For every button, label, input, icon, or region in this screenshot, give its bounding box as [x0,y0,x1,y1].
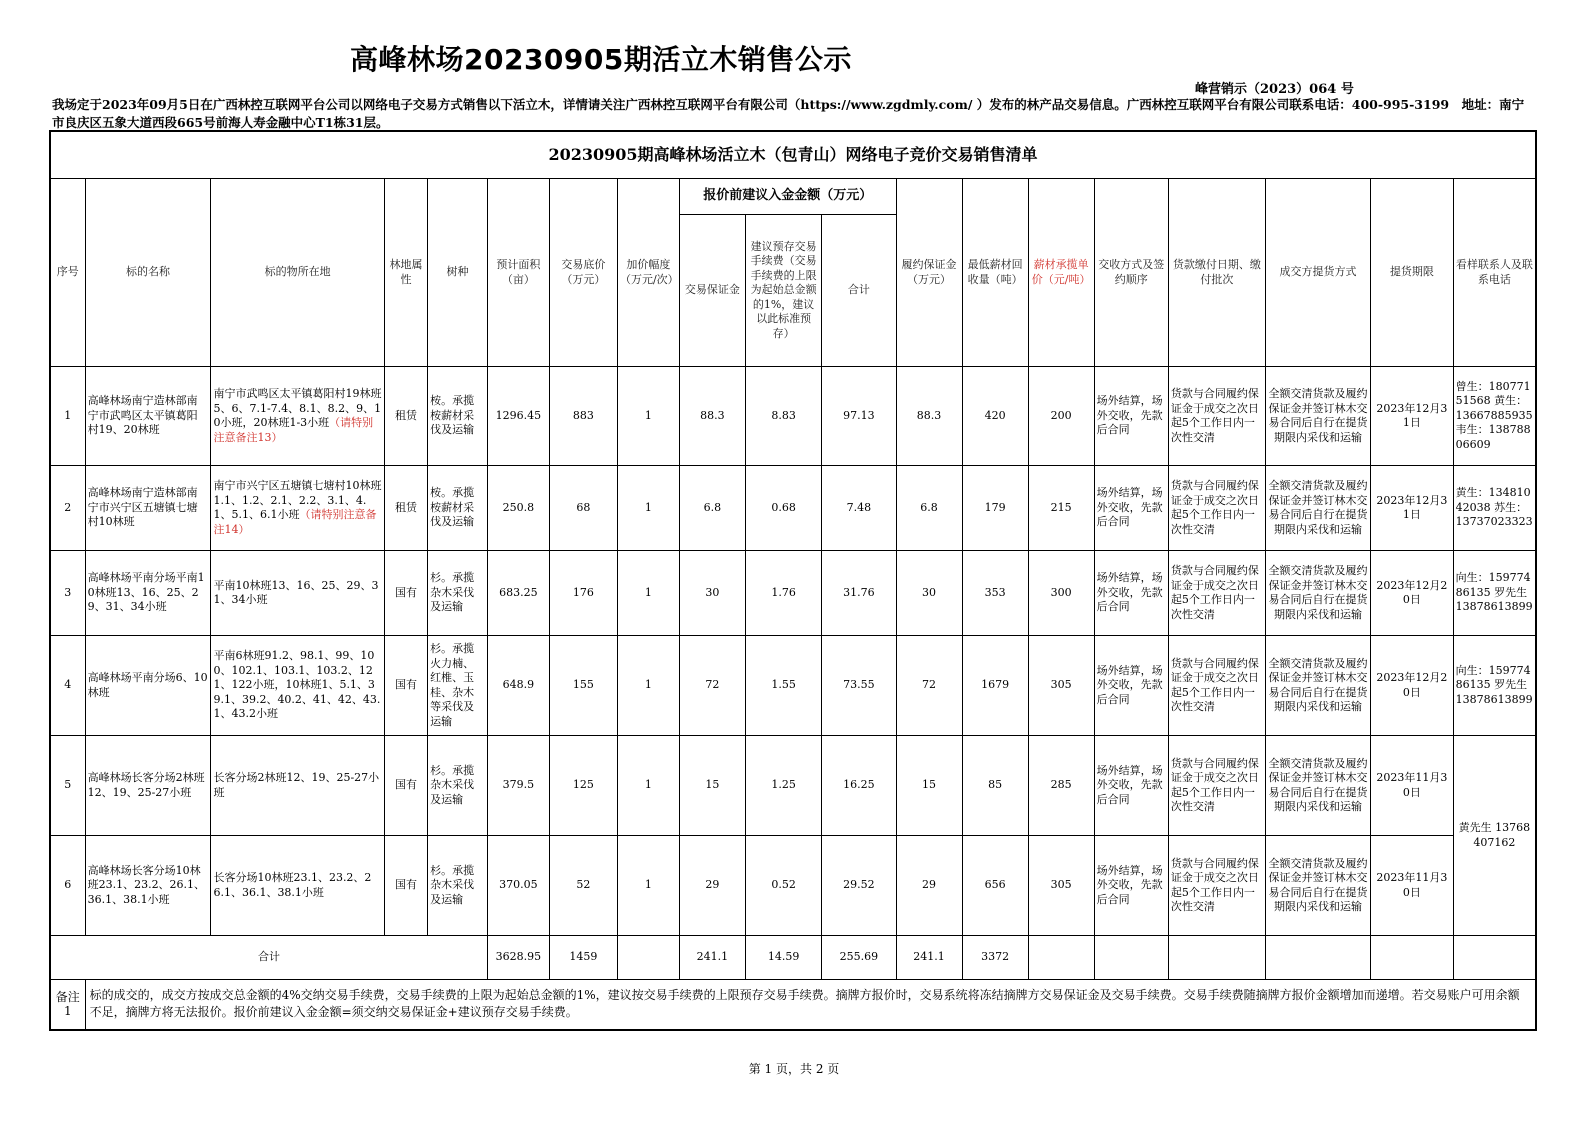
cell-seq: 3 [50,551,85,636]
cell-min: 179 [962,466,1028,551]
totals-row [50,936,1536,980]
cell-deadline: 2023年12月20日 [1371,636,1454,736]
cell-deadline: 2023年12月20日 [1371,551,1454,636]
totals-empty [1371,936,1454,980]
cell-deposit: 6.8 [679,466,745,551]
cell-ownership: 租赁 [384,466,427,551]
cell-pickup: 全额交清货款及履约保证金并签订林木交易合同后自行在提货期限内采伐和运输 [1265,736,1370,836]
header-pickup: 成交方提货方式 [1265,179,1370,367]
cell-increment: 1 [617,466,679,551]
location-text: 平南6林班91.2、98.1、99、100、102.1、103.1、103.2、121、122小班，10林班1、5.1、39.1、39.2、40.2、41、42、43.1、43.2小班 [213,649,381,721]
header-subtotal: 合计 [822,215,896,367]
cell-name: 高峰林场平南分场6、10林班 [85,636,211,736]
cell-ownership: 国有 [384,736,427,836]
cell-deposit: 29 [679,836,745,936]
cell-price: 305 [1028,836,1094,936]
cell-name: 高峰林场长客分场2林班12、19、25-27小班 [85,736,211,836]
cell-location [211,836,384,936]
cell-increment: 1 [617,367,679,466]
cell-perf: 29 [896,836,962,936]
document-number: 峰营销示（2023）064 号 [1195,82,1354,97]
cell-ownership: 国有 [384,836,427,936]
table-row [50,736,1536,836]
cell-price: 285 [1028,736,1094,836]
cell-perf: 6.8 [896,466,962,551]
cell-contact: 曾生：18077151568 黄生：13667885935 韦生：13878806609 [1453,367,1536,466]
cell-delivery: 场外结算，场外交收，先款后合同 [1094,466,1168,551]
cell-seq: 2 [50,466,85,551]
cell-total: 16.25 [822,736,896,836]
cell-delivery: 场外结算，场外交收，先款后合同 [1094,367,1168,466]
cell-delivery: 场外结算，场外交收，先款后合同 [1094,736,1168,836]
cell-species: 杉。承揽杂木采伐及运输 [428,736,488,836]
page-footer: 第 1 页，共 2 页 [748,1062,840,1076]
table-row [50,636,1536,736]
header-payment: 货款缴付日期、缴付批次 [1168,179,1265,367]
location-text: 长客分场10林班23.1、23.2、26.1、36.1、38.1小班 [213,871,372,899]
cell-payment: 货款与合同履约保证金于成交之次日起5个工作日内一次性交清 [1168,551,1265,636]
cell-payment: 货款与合同履约保证金于成交之次日起5个工作日内一次性交清 [1168,466,1265,551]
cell-min: 85 [962,736,1028,836]
note-text: 标的成交的，成交方按成交总金额的4%交纳交易手续费，交易手续费的上限为起始总金额的1%，建议按交易手续费的上限预存交易手续费。摘牌方报价时，交易系统将冻结摘牌方交易保证金及交易手续费。交易手续费随摘牌方报价金额增加而递增。若交易账户可用余额不足，摘牌方将无法报价。报价前建议入金金额=须交纳交易保证金+建议预存交易手续费。 [85,980,1536,1030]
cell-payment: 货款与合同履约保证金于成交之次日起5个工作日内一次性交清 [1168,636,1265,736]
cell-location [211,636,384,736]
cell-contact: 向生：15977486135 罗先生 13878613899 [1453,551,1536,636]
header-contact: 看样联系人及联系电话 [1453,179,1536,367]
header-min-wood: 最低薪材回收量（吨） [962,179,1028,367]
cell-fee: 1.55 [745,636,821,736]
cell-delivery: 场外结算，场外交收，先款后合同 [1094,836,1168,936]
cell-location [211,736,384,836]
cell-location [211,367,384,466]
totals-label: 合计 [50,936,487,980]
totals-min: 3372 [962,936,1028,980]
cell-shared-contact: 黄先生 13768407162 [1453,736,1536,936]
totals-empty [1094,936,1168,980]
cell-pickup: 全额交清货款及履约保证金并签订林木交易合同后自行在提货期限内采伐和运输 [1265,551,1370,636]
totals-empty [1265,936,1370,980]
cell-area: 250.8 [487,466,549,551]
header-ownership: 林地属性 [384,179,427,367]
cell-base: 176 [549,551,617,636]
cell-fee: 0.68 [745,466,821,551]
cell-name: 高峰林场平南分场平南10林班13、16、25、29、31、34小班 [85,551,211,636]
cell-species: 杉。承揽杂木采伐及运输 [428,551,488,636]
cell-area: 683.25 [487,551,549,636]
cell-species: 桉。承揽桉薪材采伐及运输 [428,466,488,551]
location-text: 南宁市武鸣区太平镇葛阳村19林班5、6、7.1-7.4、8.1、8.2、9、10小班，20林班1-3小班 [213,387,382,429]
location-note: （请特别注意备注14） [213,508,377,536]
header-fee: 建议预存交易手续费（交易手续费的上限为起始总金额的1%，建议以此标准预存） [745,215,821,367]
cell-price: 305 [1028,636,1094,736]
cell-delivery: 场外结算，场外交收，先款后合同 [1094,636,1168,736]
totals-perf: 241.1 [896,936,962,980]
cell-increment: 1 [617,636,679,736]
totals-deposit: 241.1 [679,936,745,980]
cell-price: 300 [1028,551,1094,636]
cell-area: 379.5 [487,736,549,836]
cell-payment: 货款与合同履约保证金于成交之次日起5个工作日内一次性交清 [1168,836,1265,936]
note-label: 备注1 [50,980,85,1030]
cell-pickup: 全额交清货款及履约保证金并签订林木交易合同后自行在提货期限内采伐和运输 [1265,367,1370,466]
cell-price: 200 [1028,367,1094,466]
cell-deadline: 2023年11月30日 [1371,736,1454,836]
cell-name: 高峰林场南宁造林部南宁市武鸣区太平镇葛阳村19、20林班 [85,367,211,466]
totals-total: 255.69 [822,936,896,980]
location-note: （请特别注意备注13） [213,416,374,444]
table-row [50,367,1536,466]
cell-perf: 72 [896,636,962,736]
cell-deadline: 2023年11月30日 [1371,836,1454,936]
cell-base: 883 [549,367,617,466]
header-location: 标的物所在地 [211,179,384,367]
table-row [50,551,1536,636]
cell-payment: 货款与合同履约保证金于成交之次日起5个工作日内一次性交清 [1168,367,1265,466]
cell-species: 杉。承揽杂木采伐及运输 [428,836,488,936]
cell-contact: 向生：15977486135 罗先生 13878613899 [1453,636,1536,736]
totals-empty [1028,936,1094,980]
cell-deadline: 2023年12月31日 [1371,367,1454,466]
note-row [50,980,1536,1030]
cell-fee: 1.25 [745,736,821,836]
cell-fee: 1.76 [745,551,821,636]
table-row [50,836,1536,936]
header-perf-deposit: 履约保证金（万元） [896,179,962,367]
totals-empty [617,936,679,980]
cell-species: 杉。承揽火力楠、红椎、玉桂、杂木等采伐及运输 [428,636,488,736]
cell-area: 648.9 [487,636,549,736]
cell-min: 656 [962,836,1028,936]
header-species: 树种 [428,179,488,367]
cell-ownership: 国有 [384,551,427,636]
cell-base: 125 [549,736,617,836]
cell-seq: 1 [50,367,85,466]
totals-fee: 14.59 [745,936,821,980]
cell-base: 155 [549,636,617,736]
table-title: 20230905期高峰林场活立木（包青山）网络电子竞价交易销售清单 [50,131,1536,179]
cell-increment: 1 [617,551,679,636]
cell-area: 370.05 [487,836,549,936]
cell-total: 97.13 [822,367,896,466]
cell-deposit: 88.3 [679,367,745,466]
location-text: 长客分场2林班12、19、25-27小班 [213,771,380,799]
header-group: 报价前建议入金金额（万元） [679,179,896,215]
cell-total: 29.52 [822,836,896,936]
sales-table [49,130,1537,1031]
header-area: 预计面积（亩） [487,179,549,367]
cell-location [211,551,384,636]
header-base-price: 交易底价（万元） [549,179,617,367]
cell-total: 7.48 [822,466,896,551]
intro-paragraph: 我场定于2023年09月5日在广西林控互联网平台公司以网络电子交易方式销售以下活立木，详情请关注广西林控互联网平台有限公司（https://www.zgdmly.com/ ）发布的林产品交易信息。广西林控互联网平台有限公司联系电话：400-995-3199 地址：南宁市良庆区五象大道西段665号前海人寿金融中心T1栋31层。 [52,97,1525,130]
header-seq: 序号 [50,179,85,367]
cell-pickup: 全额交清货款及履约保证金并签订林木交易合同后自行在提货期限内采伐和运输 [1265,466,1370,551]
header-name: 标的名称 [85,179,211,367]
cell-base: 68 [549,466,617,551]
cell-delivery: 场外结算，场外交收，先款后合同 [1094,551,1168,636]
page-title: 高峰林场20230905期活立木销售公示 [350,43,852,76]
location-text: 平南10林班13、16、25、29、31、34小班 [213,578,379,606]
cell-seq: 5 [50,736,85,836]
cell-total: 73.55 [822,636,896,736]
cell-species: 桉。承揽桉薪材采伐及运输 [428,367,488,466]
totals-area: 3628.95 [487,936,549,980]
cell-perf: 15 [896,736,962,836]
cell-payment: 货款与合同履约保证金于成交之次日起5个工作日内一次性交清 [1168,736,1265,836]
cell-deposit: 30 [679,551,745,636]
header-deposit: 交易保证金 [679,215,745,367]
cell-fee: 0.52 [745,836,821,936]
cell-name: 高峰林场长客分场10林班23.1、23.2、26.1、36.1、38.1小班 [85,836,211,936]
header-deadline: 提货期限 [1371,179,1454,367]
cell-increment: 1 [617,836,679,936]
cell-pickup: 全额交清货款及履约保证金并签订林木交易合同后自行在提货期限内采伐和运输 [1265,836,1370,936]
header-delivery: 交收方式及签约顺序 [1094,179,1168,367]
cell-seq: 4 [50,636,85,736]
totals-empty [1453,936,1536,980]
cell-perf: 30 [896,551,962,636]
cell-total: 31.76 [822,551,896,636]
cell-increment: 1 [617,736,679,836]
totals-base: 1459 [549,936,617,980]
cell-pickup: 全额交清货款及履约保证金并签订林木交易合同后自行在提货期限内采伐和运输 [1265,636,1370,736]
totals-empty [1168,936,1265,980]
cell-perf: 88.3 [896,367,962,466]
cell-deadline: 2023年12月31日 [1371,466,1454,551]
header-increment: 加价幅度（万元/次） [617,179,679,367]
cell-fee: 8.83 [745,367,821,466]
header-wood-price: 薪材承揽单价（元/吨） [1028,179,1094,367]
cell-contact: 黄生：13481042038 苏生：13737023323 [1453,466,1536,551]
cell-area: 1296.45 [487,367,549,466]
cell-seq: 6 [50,836,85,936]
cell-name: 高峰林场南宁造林部南宁市兴宁区五塘镇七塘村10林班 [85,466,211,551]
cell-min: 1679 [962,636,1028,736]
cell-base: 52 [549,836,617,936]
table-row [50,466,1536,551]
cell-location [211,466,384,551]
cell-price: 215 [1028,466,1094,551]
location-text: 南宁市兴宁区五塘镇七塘村10林班1.1、1.2、2.1、2.2、3.1、4.1、5.1、6.1小班 [213,479,382,521]
cell-min: 353 [962,551,1028,636]
cell-deposit: 15 [679,736,745,836]
cell-deposit: 72 [679,636,745,736]
cell-ownership: 国有 [384,636,427,736]
cell-min: 420 [962,367,1028,466]
cell-ownership: 租赁 [384,367,427,466]
